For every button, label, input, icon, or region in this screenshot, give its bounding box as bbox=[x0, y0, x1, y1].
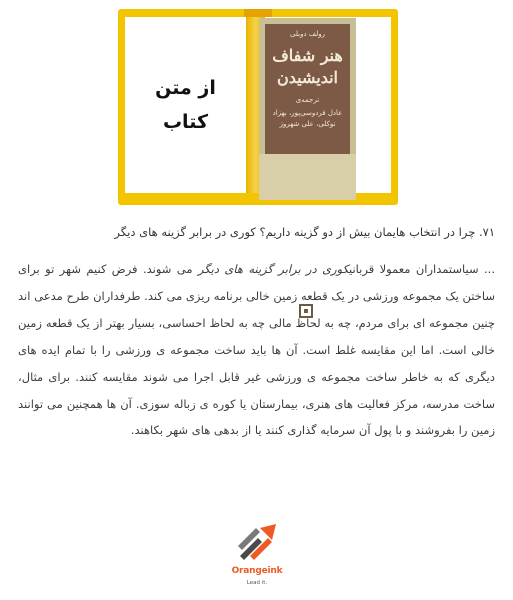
book-bottom-edge bbox=[118, 193, 398, 205]
cover-translator-label: ترجمه‌ی bbox=[295, 96, 320, 104]
book-illustration bbox=[118, 9, 398, 205]
paragraph-emphasis: کوری در برابر گزینه های دیگر bbox=[197, 262, 349, 276]
book-spine-top bbox=[244, 9, 272, 17]
left-page-caption bbox=[125, 71, 246, 139]
book-cover-panel bbox=[265, 24, 350, 154]
body-paragraph bbox=[18, 256, 495, 444]
cover-translators: عادل فردوسی‌پور، بهزاد توکلی، علی شهروز bbox=[272, 109, 343, 128]
paragraph-start: ... سیاستمداران معمولا قربانی bbox=[348, 262, 495, 276]
book-cover bbox=[259, 18, 356, 200]
left-page-line-1: از متن bbox=[155, 77, 216, 99]
brand-name: Orangeink bbox=[231, 566, 283, 576]
cover-author: رولف دوبلی bbox=[290, 30, 325, 38]
cover-bottom-band bbox=[259, 154, 356, 200]
section-heading: ۷۱. چرا در انتخاب هایمان بیش از دو گزینه داریم؟ کوری در برابر گزینه های دیگر bbox=[114, 225, 495, 239]
cover-title-line-1: هنر شفاف bbox=[272, 46, 343, 65]
brand-tagline: Lead it. bbox=[246, 580, 268, 586]
orangeink-logo bbox=[230, 522, 284, 596]
paragraph-rest: می شوند. فرض کنیم شهر تو برای ساختن یک مجموعه ورزشی در یک قطعه زمین خالی برنامه ریزی می کند. طرفداران طرح مدعی اند چنین مجموعه ای برای مردم، چه به لحاظ مالی چه به لحاظ احساسی، بسیار بهتر از یک قطعه زمین خالی است. اما این مقایسه غلط است. آن ها باید ساخت مجموعه ی ورزشی را با تمام ایده های دیگری که به خاطر ساخت مجموعه ی ورزشی غیر قابل اجرا می شوند مقایسه کنند. برای مثال، ساخت مدرسه، مرکز فعالیت های هنری، بیمارستان یا کوره ی زباله سوزی. آن ها همچنین می توانند زمین را بفروشند و با پول آن سرمایه گذاری کنند یا از بدهی های شهر بکاهند. bbox=[18, 262, 495, 438]
arrow-logo-icon bbox=[236, 522, 278, 560]
cover-title-line-2: اندیشیدن bbox=[277, 68, 338, 87]
left-page-line-2: کتاب bbox=[162, 111, 209, 133]
